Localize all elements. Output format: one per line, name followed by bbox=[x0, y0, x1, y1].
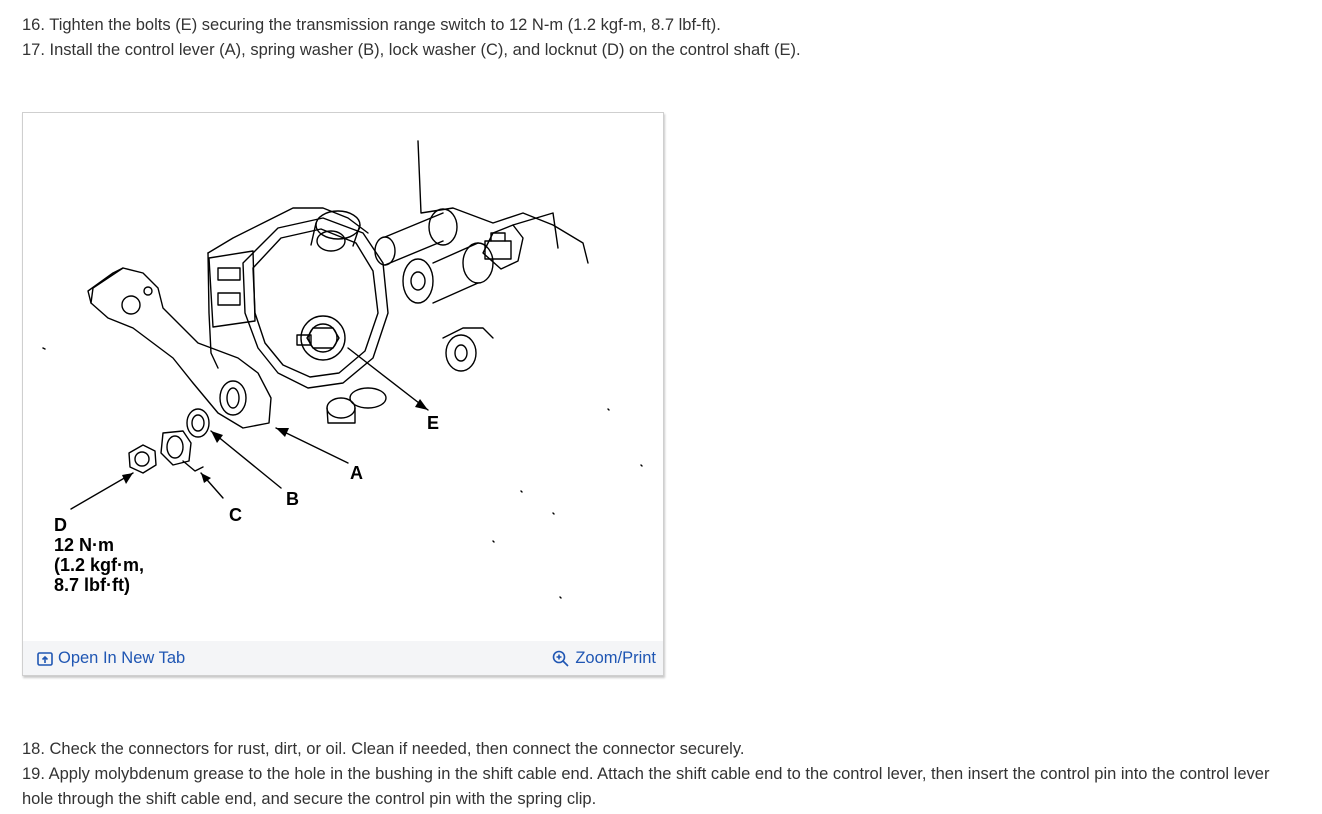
zoom-print-label: Zoom/Print bbox=[575, 649, 656, 667]
torque-line-3: 8.7 lbf·ft) bbox=[54, 575, 130, 595]
label-a: A bbox=[350, 463, 363, 483]
open-in-new-tab-icon bbox=[37, 652, 53, 666]
instructions-bottom bbox=[22, 737, 1282, 812]
instructions-top bbox=[22, 13, 801, 63]
zoom-print-link[interactable] bbox=[552, 649, 656, 668]
torque-line-2: (1.2 kgf·m, bbox=[54, 555, 145, 575]
step-16: 16. Tighten the bolts (E) securing the transmission range switch to 12 N-m (1.2 kgf-m, 8.7 lbf-ft). bbox=[22, 16, 721, 34]
figure-card bbox=[22, 112, 664, 676]
figure-footer bbox=[23, 641, 663, 675]
open-in-new-tab-link[interactable] bbox=[37, 649, 185, 668]
label-c: C bbox=[229, 505, 242, 525]
zoom-in-icon bbox=[552, 650, 570, 668]
label-e: E bbox=[427, 413, 440, 433]
label-b: B bbox=[286, 489, 299, 509]
label-d: D bbox=[54, 515, 67, 535]
control-lever-diagram bbox=[23, 113, 663, 641]
step-19: 19. Apply molybdenum grease to the hole in the bushing in the shift cable end. Attach the shift cable end to the control lever, then insert the control pin into the control lever hole through the shift cable end, and secure the control pin with the spring clip. bbox=[22, 765, 1270, 808]
step-17: 17. Install the control lever (A), spring washer (B), lock washer (C), and locknut (D) on the control shaft (E). bbox=[22, 41, 801, 59]
torque-line-1: 12 N·m bbox=[54, 535, 115, 555]
open-in-new-tab-label: Open In New Tab bbox=[58, 649, 186, 667]
step-18: 18. Check the connectors for rust, dirt, or oil. Clean if needed, then connect the connector securely. bbox=[22, 740, 745, 758]
